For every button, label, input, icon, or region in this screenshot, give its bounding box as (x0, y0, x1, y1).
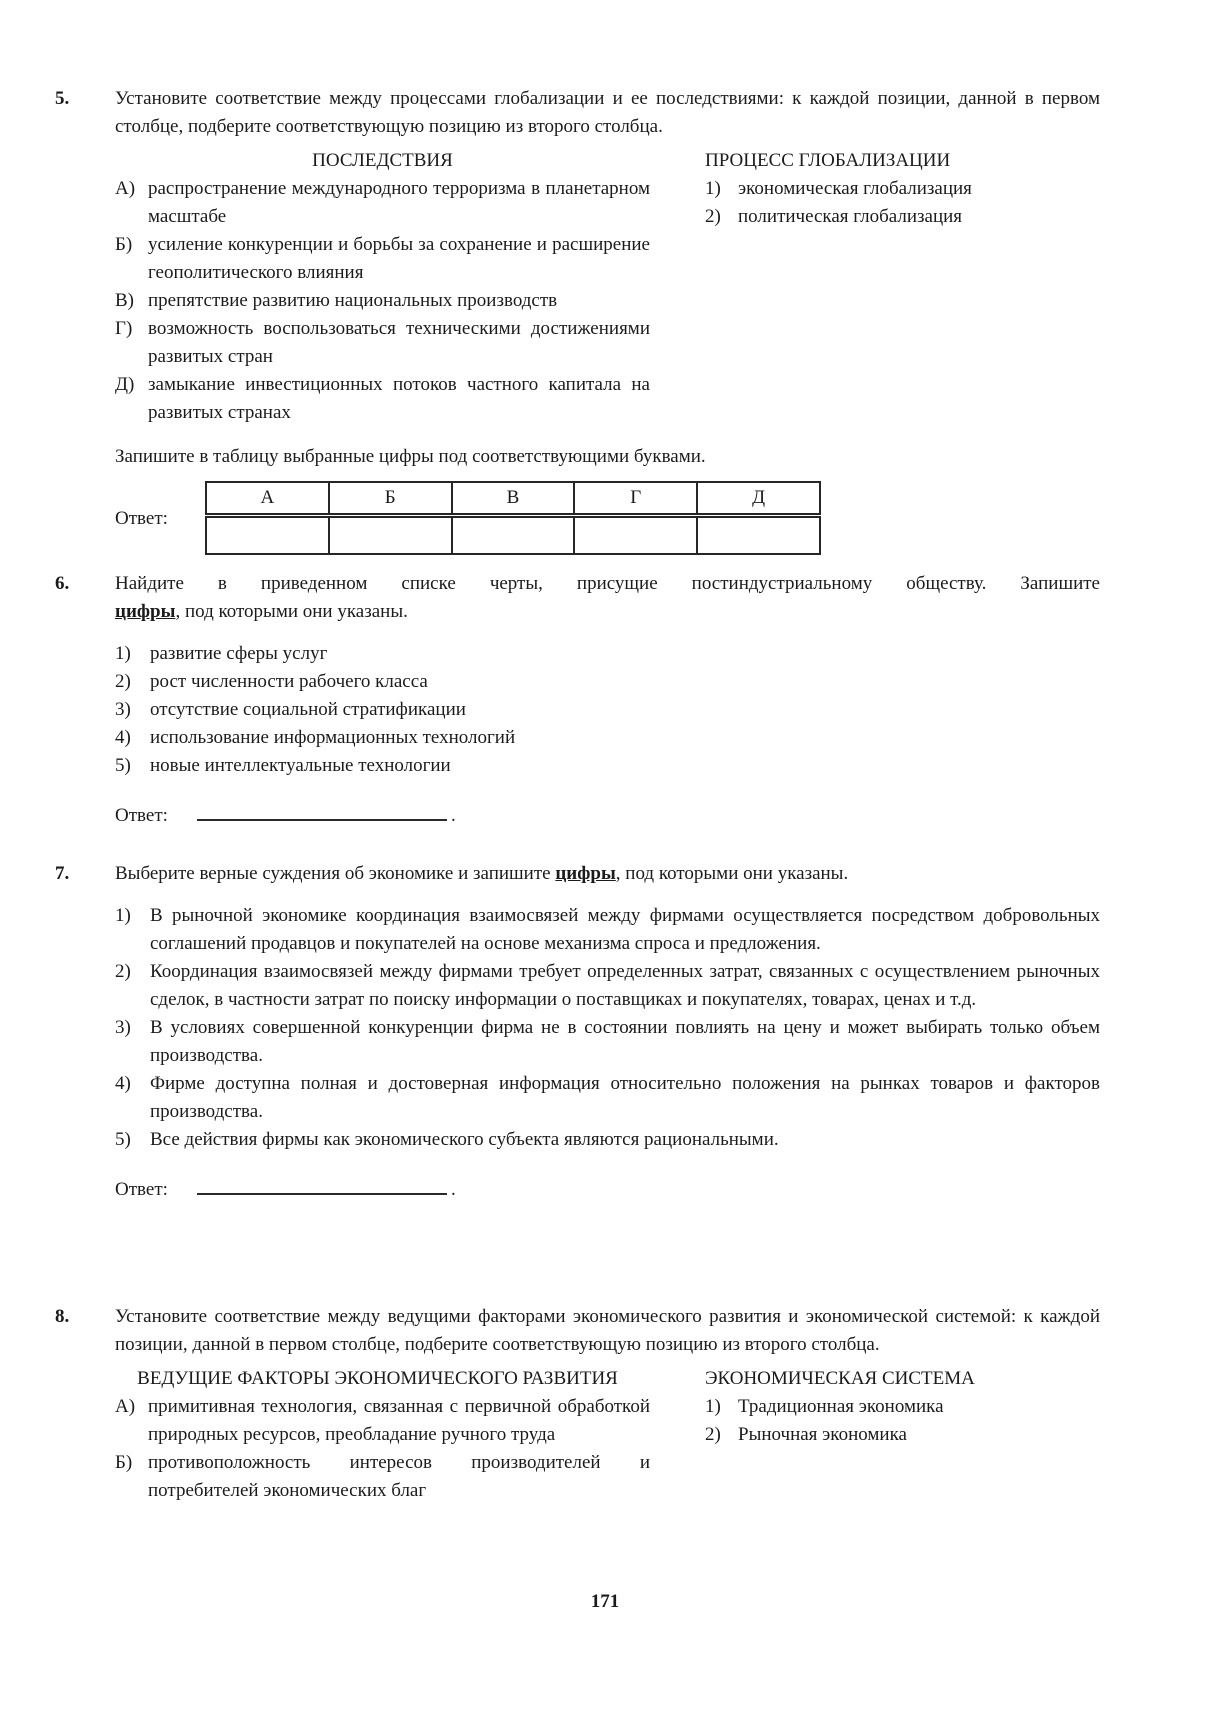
q5-left-item-d-text: замыкание инвестиционных потоков частного капитала на развитых странах (148, 374, 650, 423)
q6-option-4 (115, 724, 1100, 752)
q5-answer-table-header-a: А (206, 482, 329, 515)
question-5-text: Установите соответствие между процессами глобализации и ее последствиями: к каждой позиции, данной в первом столбце, подберите соответствующую позицию из второго столбца. (115, 88, 1100, 137)
q8-left-item-b-text: противоположность интересов производителей и потребителей экономических благ (148, 1452, 650, 1501)
q7-answer-period: . (451, 1179, 456, 1200)
q5-left-item-v (115, 287, 650, 315)
q8-left-item-b (115, 1449, 650, 1505)
q8-right-item-2-label: 2) (705, 1424, 721, 1445)
q6-option-3-label: 3) (115, 699, 131, 720)
q5-answer-cell-d[interactable] (697, 515, 820, 554)
q6-answer-blank[interactable] (197, 802, 447, 821)
q5-answer-cell-a[interactable] (206, 515, 329, 554)
q5-answer-table-header-b: Б (329, 482, 452, 515)
q7-statement-1 (115, 902, 1100, 958)
q5-left-item-v-label: В) (115, 290, 134, 311)
q5-answer-table-header-d: Д (697, 482, 820, 515)
q6-option-3 (115, 696, 1100, 724)
q7-statement-2-text: Координация взаимосвязей между фирмами требует определенных затрат, связанных с осуществлением рыночных сделок, в частности затрат по поиску информации о поставщиках и покупателях, товарах, ценах и т.д. (150, 961, 1100, 1010)
q6-option-5 (115, 752, 1100, 780)
q7-statement-4-text: Фирме доступна полная и достоверная информация относительно положения на рынках товаров и факторов производства. (150, 1073, 1100, 1122)
q6-text-rest: , под которыми они указаны. (175, 601, 408, 622)
q5-right-item-1-label: 1) (705, 178, 721, 199)
q6-option-2-text: рост численности рабочего класса (150, 671, 428, 692)
q5-answer-label: Ответ: (115, 508, 168, 529)
q6-option-2-label: 2) (115, 671, 131, 692)
q7-statements-list (115, 902, 1100, 1154)
q5-left-item-v-text: препятствие развитию национальных производств (148, 290, 558, 311)
question-7-text (115, 860, 1100, 888)
q7-answer-blank[interactable] (197, 1176, 447, 1195)
q8-right-item-2-text: Рыночная экономика (738, 1424, 907, 1445)
question-7 (55, 860, 1100, 1204)
q5-instruction: Запишите в таблицу выбранные цифры под соответствующими буквами. (115, 446, 706, 467)
q5-left-item-g-text: возможность воспользоваться техническими достижениями развитых стран (148, 318, 650, 367)
q7-statement-5-text: Все действия фирмы как экономического субъекта являются рациональными. (150, 1129, 779, 1150)
question-8-number: 8. (55, 1306, 70, 1327)
q7-emphasis-word: цифры (555, 863, 616, 884)
q8-left-column (115, 1365, 650, 1505)
q6-answer-period: . (451, 805, 456, 826)
q6-option-1-label: 1) (115, 643, 131, 664)
q6-option-1-text: развитие сферы услуг (150, 643, 328, 664)
q6-option-2 (115, 668, 1100, 696)
q7-text-before: Выберите верные суждения об экономике и запишите (115, 863, 556, 884)
q7-statement-5 (115, 1126, 1100, 1154)
q7-statement-1-label: 1) (115, 905, 131, 926)
q6-option-3-text: отсутствие социальной стратификации (150, 699, 466, 720)
q7-statement-3-label: 3) (115, 1017, 131, 1038)
q5-right-column (705, 147, 1100, 427)
q7-statement-2 (115, 958, 1100, 1014)
q7-statement-1-text: В рыночной экономике координация взаимосвязей между фирмами осуществляется посредством добровольных соглашений продавцов и покупателей на основе механизма спроса и предложения. (150, 905, 1100, 954)
q5-left-item-a (115, 175, 650, 231)
q6-options-list (115, 640, 1100, 780)
q8-left-item-a-label: А) (115, 1396, 136, 1417)
q6-answer-label: Ответ: (115, 805, 168, 826)
q8-left-column-header: ВЕДУЩИЕ ФАКТОРЫ ЭКОНОМИЧЕСКОГО РАЗВИТИЯ (137, 1368, 618, 1389)
q5-left-item-a-text: распространение международного терроризма в планетарном масштабе (148, 178, 650, 227)
q5-left-item-b-text: усиление конкуренции и борьбы за сохранение и расширение геополитического влияния (148, 234, 650, 283)
q5-answer-table-header-row (206, 482, 820, 515)
q8-matching-block (115, 1365, 1100, 1505)
q8-right-item-1 (705, 1393, 1100, 1421)
q8-left-item-a (115, 1393, 650, 1449)
q5-matching-block (115, 147, 1100, 427)
question-5 (55, 85, 1100, 555)
q7-statement-3 (115, 1014, 1100, 1070)
q6-emphasis-word: цифры (115, 601, 176, 622)
q5-right-item-1-text: экономическая глобализация (738, 178, 972, 199)
q6-option-4-label: 4) (115, 727, 131, 748)
q5-left-item-g-label: Г) (115, 318, 133, 339)
q5-answer-table-header-v: В (452, 482, 575, 515)
question-6 (55, 570, 1100, 830)
q5-left-item-g (115, 315, 650, 371)
q5-right-item-2 (705, 203, 1100, 231)
q5-answer-cell-b[interactable] (329, 515, 452, 554)
q7-statement-2-label: 2) (115, 961, 131, 982)
q5-left-item-b-label: Б) (115, 234, 133, 255)
q6-answer-row (115, 802, 1100, 830)
question-5-number: 5. (55, 88, 70, 109)
q5-right-item-1 (705, 175, 1100, 203)
q6-option-1 (115, 640, 1100, 668)
question-6-text (115, 570, 1100, 626)
question-8-text: Установите соответствие между ведущими факторами экономического развития и экономической системой: к каждой позиции, данной в первом столбце, подберите соответствующую позицию из второго столбца. (115, 1306, 1100, 1355)
q5-right-item-2-label: 2) (705, 206, 721, 227)
q5-left-column-header: ПОСЛЕДСТВИЯ (312, 150, 453, 171)
q6-option-5-label: 5) (115, 755, 131, 776)
question-6-number: 6. (55, 573, 70, 594)
question-7-number: 7. (55, 863, 70, 884)
q7-statement-3-text: В условиях совершенной конкуренции фирма не в состоянии повлиять на цену и может выбирать только объем производства. (150, 1017, 1100, 1066)
q5-left-column (115, 147, 650, 427)
q5-answer-cell-g[interactable] (574, 515, 697, 554)
q6-option-5-text: новые интеллектуальные технологии (150, 755, 451, 776)
q5-answer-row (115, 481, 1100, 555)
q5-left-item-d-label: Д) (115, 374, 135, 395)
q5-left-item-b (115, 231, 650, 287)
q5-answer-table (205, 481, 821, 555)
q7-answer-row (115, 1176, 1100, 1204)
q7-statement-4-label: 4) (115, 1073, 131, 1094)
q8-right-column-header: ЭКОНОМИЧЕСКАЯ СИСТЕМА (705, 1368, 975, 1389)
q8-left-item-b-label: Б) (115, 1452, 133, 1473)
q5-answer-table-value-row (206, 515, 820, 554)
q5-answer-cell-v[interactable] (452, 515, 575, 554)
q8-right-column (705, 1365, 1100, 1505)
q8-right-item-1-text: Традиционная экономика (738, 1396, 944, 1417)
q7-answer-label: Ответ: (115, 1179, 168, 1200)
q6-option-4-text: использование информационных технологий (150, 727, 516, 748)
q7-statement-4 (115, 1070, 1100, 1126)
q8-right-item-1-label: 1) (705, 1396, 721, 1417)
q8-right-item-2 (705, 1421, 1100, 1449)
q5-answer-table-header-g: Г (574, 482, 697, 515)
q7-text-rest: , под которыми они указаны. (615, 863, 849, 884)
q7-statement-5-label: 5) (115, 1129, 131, 1150)
q5-right-column-header: ПРОЦЕСС ГЛОБАЛИЗАЦИИ (705, 150, 951, 171)
q5-left-item-d (115, 371, 650, 427)
page-number: 171 (590, 1591, 620, 1612)
q5-right-item-2-text: политическая глобализация (738, 206, 963, 227)
question-8 (55, 1303, 1100, 1505)
q8-left-item-a-text: примитивная технология, связанная с первичной обработкой природных ресурсов, преобладание ручного труда (148, 1396, 650, 1445)
q5-left-item-a-label: А) (115, 178, 136, 199)
q6-text-line1: Найдите в приведенном списке черты, присущие постиндустриальному обществу. Запишите (115, 573, 1100, 594)
